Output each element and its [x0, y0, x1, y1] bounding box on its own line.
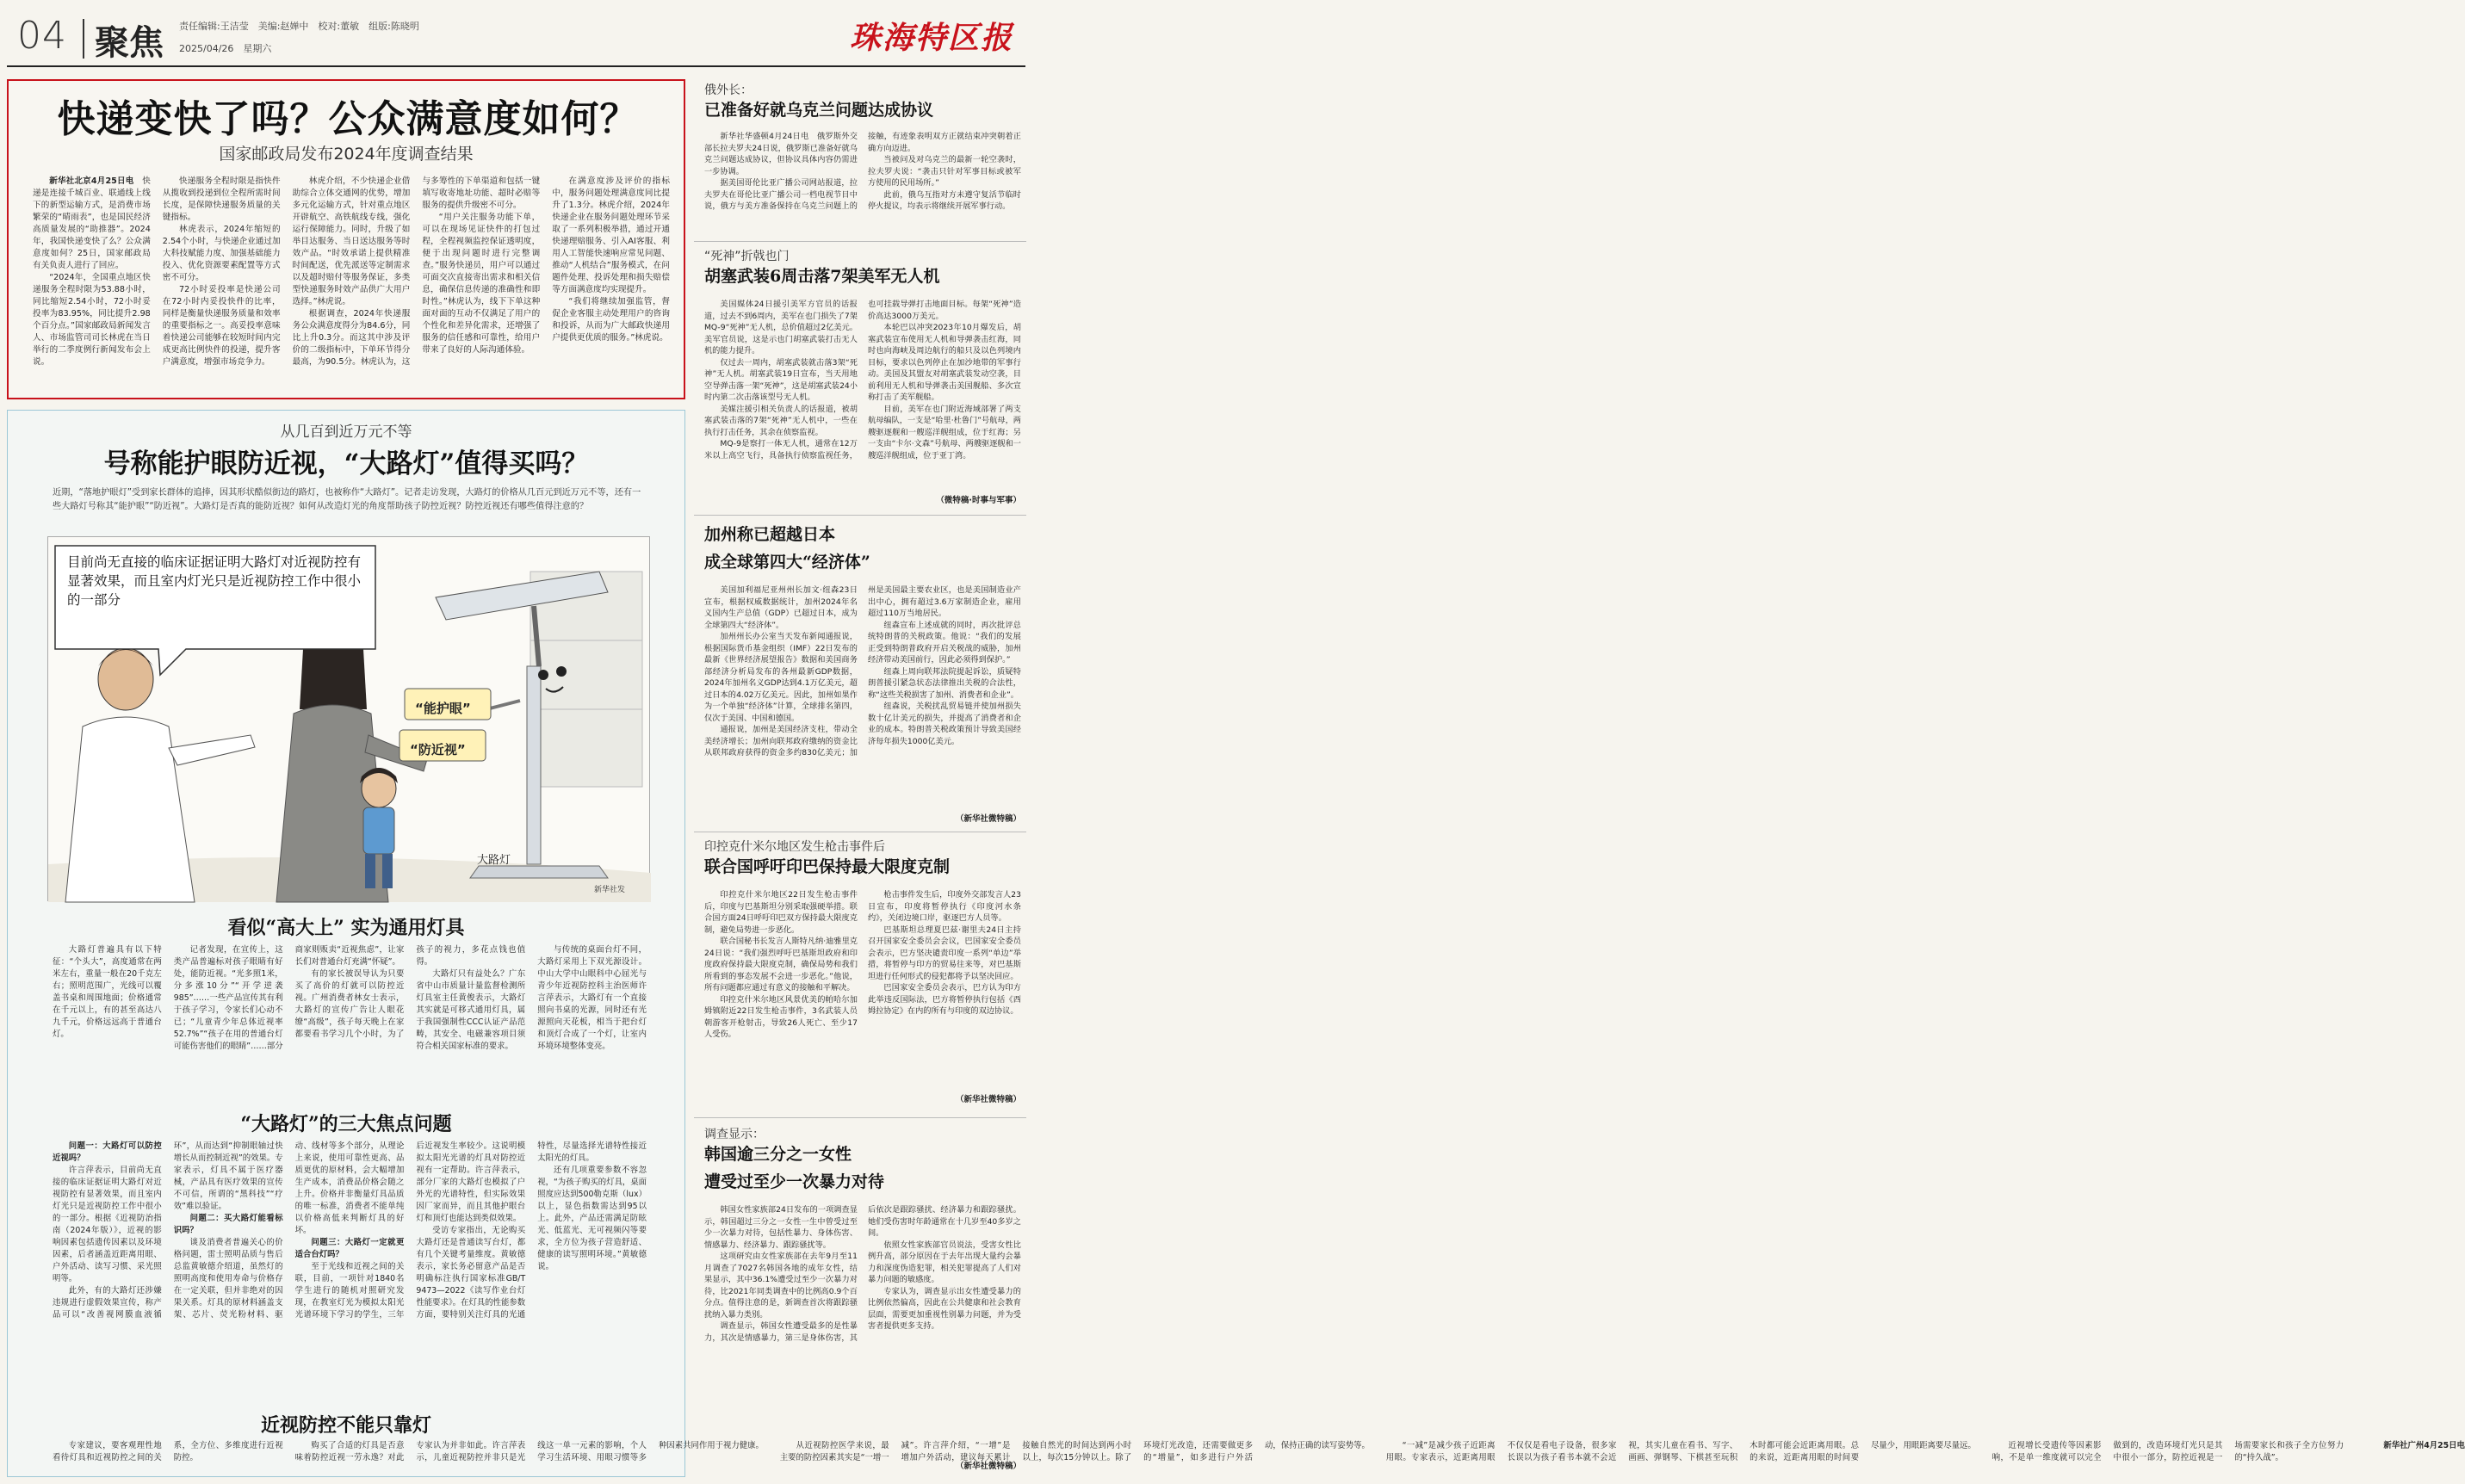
paragraph: 巴国家安全委员会表示，巴方认为印方此举违反国际法，巴方将暂停执行包括《西姆拉协定》在内的所有与印度的双边协议。 — [868, 983, 1021, 1016]
feature-kicker: 从几百到近万元不等 — [280, 424, 412, 441]
paragraph: 专家建议，要客观理性地看待灯具和近视防控之间的关系，全方位、多维度进行近视防控。 — [53, 1441, 283, 1462]
paragraph: 记者发现，在宣传上，这类产品普遍标对孩子眼睛有好处，能防近视。“光多照1米，分多涨10分”“开学逆袭985”……一些产品宣传其有利于孩子学习，令家长们心动不已；“儿童青少年总体近视率52.7%”“孩子在用的普通台灯可能伤害他们的眼睛”……部分商家则贩卖“近视焦虑”，让家长们对普通台灯充满“怀疑”。 — [173, 945, 405, 1051]
paragraph: 新华社华盛顿4月24日电 俄罗斯外交部长拉夫罗夫24日说，俄罗斯已准备好就乌克兰问题达成协议，但协议具体内容仍需进一步协调。 — [704, 132, 858, 176]
lead-paragraph: “用户关注服务功能下单，可以在现场见证快件的打包过程，全程视频监控保证透明度，便于出现问题时进行完整调查。”服务快递员，用户可以通过可面交次直接寄出需求和相关信息，确保信息传递的准确性和即时性。”林虎认为，线下下单这种面对面的互动不仅满足了用户的个性化和差异化需求，还增强了服务的信任感和可靠性，给用户带来了良好的人际沟通体验。 — [422, 213, 541, 355]
paragraph: 仅过去一周内，胡塞武装就击落3架“死神”无人机。胡塞武装19日宣布，当天用地空导弹击落一架“死神”，这是胡塞武装24小时内第二次击落该型号无人机。 — [704, 357, 858, 402]
story-headline-line1: 加州称已超越日本 — [704, 525, 836, 544]
paragraph: 与传统的桌面台灯不同，大路灯采用上下双光源设计。中山大学中山眼科中心屈光与青少年近视防控科主治医师许言萍表示，大路灯有一个直接照向书桌的光源，同时还有光源照向天花板，相当于把台灯和顶灯合成了一个灯，让室内环境环境整体变亮。 — [537, 945, 647, 1051]
paragraph: 购买了合适的灯具是否意味着防控近视一劳永逸？对此专家认为并非如此。许言萍表示，儿童近视防控并非只是光线这一单一元素的影响，个人学习生活环境、用眼习惯等多种因素共同作用于视力健康。 — [294, 1441, 764, 1462]
story-california-economy — [694, 515, 1026, 825]
story-body — [704, 131, 1021, 231]
paragraph: 纽森上周向联邦法院提起诉讼，质疑特朗普援引紧急状态法律推出关税的合法性，称“这些关税损害了加州、消费者和企业”。 — [868, 666, 1021, 700]
right-column — [694, 79, 1026, 1477]
story-headline: 已准备好就乌克兰问题达成协议 — [704, 101, 934, 120]
paragraph: 这项研究由女性家族部在去年9月至11月调查了7027名韩国各地的成年女性，结果显示，其中36.1%遭受过至少一次暴力对待，比2021年同类调查中的比例高0.9个百分点。值得注意的是，新调查首次将跟踪骚扰纳入暴力类别。 — [704, 1252, 858, 1320]
story-source: （新华社微特稿） — [955, 1462, 1021, 1471]
section-title: 聚焦 — [95, 22, 164, 63]
paragraph: 美国加利福尼亚州州长加文·纽森23日宣布，根据权威数据统计，加州2024年名义国内生产总值（GDP）已超过日本，成为全球第四大“经济体”。 — [704, 585, 858, 630]
story-kicker: 俄外长： — [704, 83, 753, 97]
question: 问题一：大路灯可以防控近视吗？ — [53, 1141, 162, 1163]
lead-headline: 快递变快了吗？公众满意度如何？ — [57, 97, 639, 141]
issue-date: 2025/04/26 星期六 — [179, 43, 272, 54]
story-korea-women — [694, 1117, 1026, 1477]
feature-intro: 近期，“落地护眼灯”受到家长群体的追捧，因其形状酷似街边的路灯，也被称作“大路灯”。记者走访发现，大路灯的价格从几百元到近万元不等，还有一些大路灯号称其“能护眼”“防近视”。大路灯是否真的能防近视？如何从改造灯光的角度帮助孩子防控近视？防控近视还有哪些值得注意的？ — [53, 488, 641, 511]
lead-paragraph: 林虎表示，2024年缩短的2.54个小时，与快递企业通过加大科技赋能力度、加强基础能力投入、优化资源要素配置等方式密不可分。 — [162, 225, 281, 282]
paragraph: 此前，俄乌互指对方未遵守复活节临时停火提议，均表示将继续开展军事行动。 — [868, 189, 1021, 211]
paragraph: 许言萍表示，目前尚无直接的临床证据证明大路灯对近视防控有显著效果，而且室内灯光只是近视防控工作中很小的一部分。根据《近视防治指南（2024年版）》，近视的影响因素包括遗传因素以及环境因素，后者涵盖近距离用眼、户外活动、读写习惯、采光照明等。 — [53, 1166, 162, 1283]
story-body — [704, 299, 1021, 495]
story-india-pakistan — [694, 832, 1026, 1107]
paragraph: 通报说，加州是美国经济支柱，带动全美经济增长；加州向联邦政府缴纳的资金比从联邦政府获得的资金多约830亿美元；加州是美国最主要农业区，也是美国制造业产出中心，拥有超过3.6万家制造企业，雇用超过110万当地居民。 — [704, 585, 1021, 757]
story-headline: 胡塞武装6周击落7架美军无人机 — [704, 267, 940, 286]
story-source: （新华社微特稿） — [955, 1095, 1021, 1104]
paragraph: 目前，美军在也门附近海域部署了两支航母编队，一支是“哈里·杜鲁门”号航母，两艘驱逐舰和一艘巡洋舰组成，位于红海；另一支由“卡尔·文森”号航母、两艘驱逐舰和一艘巡洋舰组成，位于亚丁湾。 — [868, 404, 1021, 461]
paragraph: 受访专家指出，无论购买大路灯还是普通读写台灯，都有几个关键考量维度。黄敏德表示，家长务必留意产品是否明确标注执行国家标准GB/T 9473—2022《读写作业台灯性能要求》。在灯具的性能参数方面，要特别关注灯具的光通特性，尽量选择光谱特性接近太阳光的灯具。 — [416, 1141, 647, 1320]
story-body — [704, 584, 1021, 810]
paragraph: 当被问及对乌克兰的最新一轮空袭时，拉夫罗夫说：“袭击只针对军事目标或被军方使用的民用场所。” — [868, 155, 1021, 188]
story-kicker: “死神”折戟也门 — [704, 250, 790, 263]
lead-paragraph: 72小时妥投率是快递公司在72小时内妥投快件的比率，同样是衡量快递服务质量和效率的重要指标之一。高妥投率意味着快递公司能够在较短时间内完成更高比例快件的投递，提升客户满意度，增强市场竞争力。 — [162, 285, 281, 367]
lead-paragraph: 林虎介绍，不少快递企业借助综合立体交通网的优势，增加多元化运输方式，针对重点地区开辟航空、高铁航线专线，强化运行保障能力。同时，升级了如举目达服务、当日送达服务等时效产品。“时效承诺上提供精准时间配送，优先派送等定制需求以及超时赔付等服务保证，多类型快递服务时效产品供广大用户选择。”林虎说。 — [292, 176, 411, 306]
story-houthi-drones — [694, 241, 1026, 508]
paragraph: 至于光线和近视之间的关联，目前，一项针对1840名学生进行的随机对照研究发现，在教室灯光为模拟太阳光光谱环境下学习的学生，三年后近视发生率较少。这说明模拟太阳光光谱的灯具对防控近视有一定帮助。许言萍表示，部分厂家的大路灯也模拟了户外光的光谱特性，但实际效果因厂家而异，而且其他护眼台灯和顶灯也能达到类似效果。 — [294, 1141, 526, 1320]
paragraph: 大路灯普遍具有以下特征：“个头大”，高度通常在两米左右，重量一般在20千克左右；照明范围广，光线可以覆盖书桌和周围地面；价格通常在千元以上，有的甚至高达八九千元，价格远远高于普通台灯。 — [53, 945, 162, 1039]
story-russia-ukraine — [694, 79, 1026, 234]
lead-subheadline: 国家邮政局发布2024年度调查结果 — [219, 145, 474, 164]
story-headline-line2: 成全球第四大“经济体” — [704, 553, 870, 572]
lamp-label: 大路灯 — [477, 854, 511, 867]
paragraph: 谈及消费者普遍关心的价格问题，雷士照明品质与售后总监黄敏德介绍道，虽然灯的照明高度和使用寿命与价格存在一定关联，但并非绝对的因果关系。灯具的原材料涵盖支架、芯片、荧光粉材料、驱动、线材等多个部分，从理论上来说，使用可靠性更高、品质更优的原材料，会大幅增加生产成本，消费品价格会随之上升。价格并非衡量灯具品质的唯一标准，消费者不能单纯以价格高低来判断灯具的好坏。 — [173, 1141, 405, 1320]
paragraph: 还有几项重要参数不容忽视，“为孩子购买的灯具，桌面照度应达到500勒克斯（lux）以上，显色指数需达到95以上。此外，产品还需满足防眩光、低蓝光、无可视频闪等要求，全方位为孩子营造舒适、健康的读写照明环境。”黄敏德说。 — [537, 1166, 647, 1271]
section-1-body — [53, 944, 647, 1098]
claim-label-eye-protection: “能护眼” — [415, 701, 471, 716]
lead-paragraph: “2024年，全国重点地区快递服务全程时限为53.88小时，同比缩短2.54小时，72小时妥投率为83.95%，同比提升2.98个百分点。”国家邮政局新闻发言人、市场监管司司长林虎在当日举行的二季度例行新闻发布会上说。 — [33, 273, 151, 367]
story-source: （新华社微特稿） — [955, 814, 1021, 824]
lead-paragraph: “我们将继续加强监管，督促企业客服主动处理用户的咨询和投诉，从而为广大邮政快递用户提供更优质的服务。”林虎说。 — [552, 297, 670, 343]
paragraph: 枪击事件发生后，印度外交部发言人23日宣布，印度将暂停执行《印度河水条约》，关闭边境口岸，驱逐巴方人员等。 — [868, 890, 1021, 923]
article-signoff: 新华社广州4月25日电 — [2383, 1441, 2465, 1450]
paragraph: 依照女性家族部官员说法，受害女性比例升高，部分原因在于去年出现大量约会暴力和深度伪造犯罪，相关犯罪提高了人们对暴力问题的敏感度。 — [868, 1240, 1021, 1284]
lead-story — [7, 79, 685, 399]
paragraph: 加州州长办公室当天发布新闻通报说，根据国际货币基金组织（IMF）22日发布的最新《世界经济展望报告》数据和美国商务部经济分析局发布的各州最新GDP数据，2024年加州名义GDP达到4.1万亿美元，超过日本的4.02万亿美元。因此，加州如果作为一个单独“经济体”计算，全球排名第四，仅次于美国、中国和德国。 — [704, 632, 858, 723]
paragraph: 纽森宣布上述成就的同时，再次批评总统特朗普的关税政策。他说：“我们的发展正受到特朗普政府开启关税战的威胁，加州经济带动美国前行，因此必须得到保护。” — [868, 620, 1021, 665]
paragraph: 美媒注援引相关负责人的话报道，被胡塞武装击落的7架“死神”无人机中，一些在执行打击任务，其余在侦察监视。 — [704, 404, 858, 437]
lead-dateline: 新华社北京4月25日电 — [49, 176, 134, 186]
paragraph: 有的家长被误导认为只要买了高价的灯就可以防控近视。广州消费者林女士表示，大路灯的宣传广告让人眼花缭“高级”，孩子每天晚上在家都要看书学习几个小时，为了孩子的视力，多花点钱也值得。 — [294, 945, 526, 1039]
illustration — [47, 536, 650, 901]
story-kicker: 调查显示： — [704, 1128, 765, 1141]
editor-credits: 责任编辑:王洁莹 美编:赵婵中 校对:董敏 组版:陈晓明 — [179, 21, 419, 32]
feature-headline: 号称能护眼防近视，“大路灯”值得买吗？ — [103, 448, 589, 479]
paragraph: 美国媒体24日援引美军方官员的话报道，过去不到6周内，美军在也门损失了7架MQ-9“死神”无人机，总价值超过2亿美元。美军官员说，这是示也门胡塞武装打击无人机的能力提升。 — [704, 300, 858, 356]
paragraph: 本轮巴以冲突2023年10月爆发后，胡塞武装宣布使用无人机和导弹袭击红海，同时也向海峡及周边航行的船只及以色列境内目标，要求以色列停止在加沙地带的军事行动。美国及其盟友对胡塞武装发动空袭，目前利用无人机和导弹袭击美国舰船、多次宣称打击了美军舰船。 — [868, 323, 1021, 402]
paragraph: 此外，有的大路灯还涉嫌违规进行虚假效果宣传，称产品可以“改善视网膜血液循环”，从而达到“抑制眼轴过快增长从而控制近视”的效果。专家表示，灯具不属于医疗器械，产品具有医疗效果的宣传不可信，所谓的“黑科技”“疗效”难以验证。 — [53, 1141, 283, 1320]
paragraph: 大路灯只有益处么？广东省中山市质量计量监督检测所灯具室主任黄俊表示，大路灯其实就是可移式通用灯具，属于我国强制性CCC认证产品范畴，其安全、电磁兼容项目须符合相关国家标准的要求。 — [416, 969, 526, 1051]
section-heading-1: 看似“高大上” 实为通用灯具 — [227, 917, 465, 939]
lead-paragraph: 新华社北京4月25日电 快递是连接千城百业、联通线上线下的新型运输方式，是消费市场繁荣的“晴雨表”，也是国民经济高质量发展的“助推器”。2024年，我国快递变快了么？公众满意度如何？25日，国家邮政局有关负责人进行了回应。 — [33, 176, 151, 270]
paragraph: 据美国哥伦比亚广播公司网站报道，拉夫罗夫在哥伦比亚广播公司一档电视节目中说，俄方与美方准备保持在乌克兰问题上的接触，有迹象表明双方正就结束冲突朝着正确方向迈进。 — [704, 132, 1021, 211]
paragraph: 联合国秘书长发言人斯特凡纳·迪雅里克24日说：“我们强烈呼吁巴基斯坦政府和印度政府保持最大限度克制，确保局势和我们所看到的事态发展不会进一步恶化。”他说，所有问题都应通过有意义的接触和平解决。 — [704, 937, 858, 992]
story-kicker: 印控克什米尔地区发生枪击事件后 — [704, 840, 885, 854]
paragraph: 近视增长受遗传等因素影响，不是单一维度就可以完全做到的，改造环境灯光只是其中很小一部分，防控近视是一场需要家长和孩子全方位努力的“持久战”。 — [1991, 1441, 2344, 1462]
paragraph: “一减”是减少孩子近距离用眼。专家表示，近距离用眼不仅仅是看电子设备，很多家长误以为孩子看书本就不会近视，其实儿童在看书、写字、画画、弹钢琴、下棋甚至玩积木时都可能会近距离用眼。总的来说，近距离用眼的时间要尽量少，用眼距离要尽量远。 — [1385, 1441, 1976, 1462]
paragraph: 韩国女性家族部24日发布的一项调查显示，韩国超过三分之一女性一生中曾受过至少一次暴力对待，包括性暴力、身体伤害、情感暴力、经济暴力、跟踪骚扰等。 — [704, 1205, 858, 1250]
story-source: （微特稿·时事与军事） — [936, 496, 1021, 505]
paragraph: 专家认为，调查显示出女性遭受暴力的比例依然偏高，因此在公共健康和社会教育层面，需要更加重视性别暴力问题，并为受害者提供更多支持。 — [868, 1286, 1021, 1331]
paragraph: 印控克什米尔地区22日发生枪击事件后，印度与巴基斯坦分别采取强硬举措。联合国方面24日呼吁印巴双方保持最大限度克制，避免局势进一步恶化。 — [704, 890, 858, 935]
masthead-divider — [83, 19, 84, 59]
section-2-body — [53, 1141, 647, 1399]
question: 问题二：买大路灯能看标识吗？ — [173, 1214, 283, 1235]
speech-bubble-quote: 目前尚无直接的临床证据证明大路灯对近视防控有显著效果，而且室内灯光只是近视防控工作中很小的一部分 — [67, 554, 362, 608]
lead-paragraph: 在满意度涉及评价的指标中，服务问题处理满意度同比提升了1.3分。林虎介绍，2024年快递企业在服务问题处理环节采取了一系列积极举措，通过开通快递理赔服务、引入AI客服、利用人工智能快速响应常见问题、推动“人机结合”服务模式，在问题件处理、投诉处理和损失赔偿等方面满意度均实现提升。 — [552, 176, 670, 294]
masthead — [7, 7, 1025, 67]
paragraph: 调查显示，韩国女性遭受最多的是性暴力，其次是情感暴力，第三是身体伤害，其后依次是跟踪骚扰、经济暴力和跟踪骚扰。她们受伤害时年龄通常在十几岁至40多岁之间。 — [704, 1205, 1021, 1343]
lead-body — [33, 176, 670, 393]
paragraph: 印控克什米尔地区风景优美的帕哈尔加姆镇附近22日发生枪击事件，3名武装人员朝游客开枪射击，导致26人死亡、至少17人受伤。 — [704, 994, 858, 1039]
lead-paragraph: 根据调查，2024年快递服务公众满意度得分为84.6分，同比上升0.3分。而这其中涉及评价的二级指标中，下单环节得分最高，为90.5分。林虎认为，这与多筹性的下单渠道和包括一键填写收寄地址功能、超时必赔等服务的提供升级密不可分。 — [292, 176, 541, 367]
newspaper-logo: 珠海特区报 — [849, 20, 1013, 56]
paragraph: 巴基斯坦总理夏巴兹·谢里夫24日主持召开国家安全委员会会议，巴国家安全委员会表示，巴方坚决谴责印度一系列“单边”举措，将暂停与印方的贸易往来等，对巴基斯坦进行任何形式的侵犯都将予以坚决回应。 — [868, 924, 1021, 981]
story-body — [704, 1204, 1021, 1456]
question: 问题三：大路灯一定就更适合台灯吗？ — [294, 1238, 405, 1259]
claim-label-myopia-prevention: “防近视” — [410, 742, 466, 757]
illustration-credit: 新华社发 — [594, 886, 626, 894]
page-number: 04 — [17, 14, 67, 58]
section-heading-3: 近视防控不能只靠灯 — [260, 1414, 431, 1437]
story-body — [704, 889, 1021, 1092]
paragraph: 纽森说，关税扰乱贸易链并使加州损失数十亿计美元的损失，并提高了消费者和企业的成本。特朗普关税政策预计导致美国经济每年损失1000亿美元。 — [868, 702, 1021, 746]
story-headline-line1: 韩国逾三分之一女性 — [704, 1145, 852, 1164]
story-headline-line2: 遭受过至少一次暴力对待 — [704, 1172, 885, 1191]
paragraph: MQ-9是察打一体无人机，通常在12万米以上高空飞行，具备执行侦察监视任务，也可挂载导弹打击地面目标。每架“死神”造价高达3000万美元。 — [704, 300, 1021, 461]
paragraph: 从近视防控医学来说，最主要的防控因素其实是“一增一减”。许言萍介绍，“一增”是增加户外活动，建议每天累计接触自然光的时间达到两小时以上，每次15分钟以上。除了环境灯光改造，还需要做更多的“增量”，如多进行户外活动，保持正确的读写姿势等。 — [779, 1441, 1370, 1462]
lead-paragraph: 快递服务全程时限是指快件从揽收到投递到位全程所需时间长度，是保障快递服务质量的关键指标。 — [162, 176, 281, 222]
section-heading-2: “大路灯”的三大焦点问题 — [240, 1113, 452, 1135]
story-headline: 联合国呼吁印巴保持最大限度克制 — [704, 857, 951, 876]
